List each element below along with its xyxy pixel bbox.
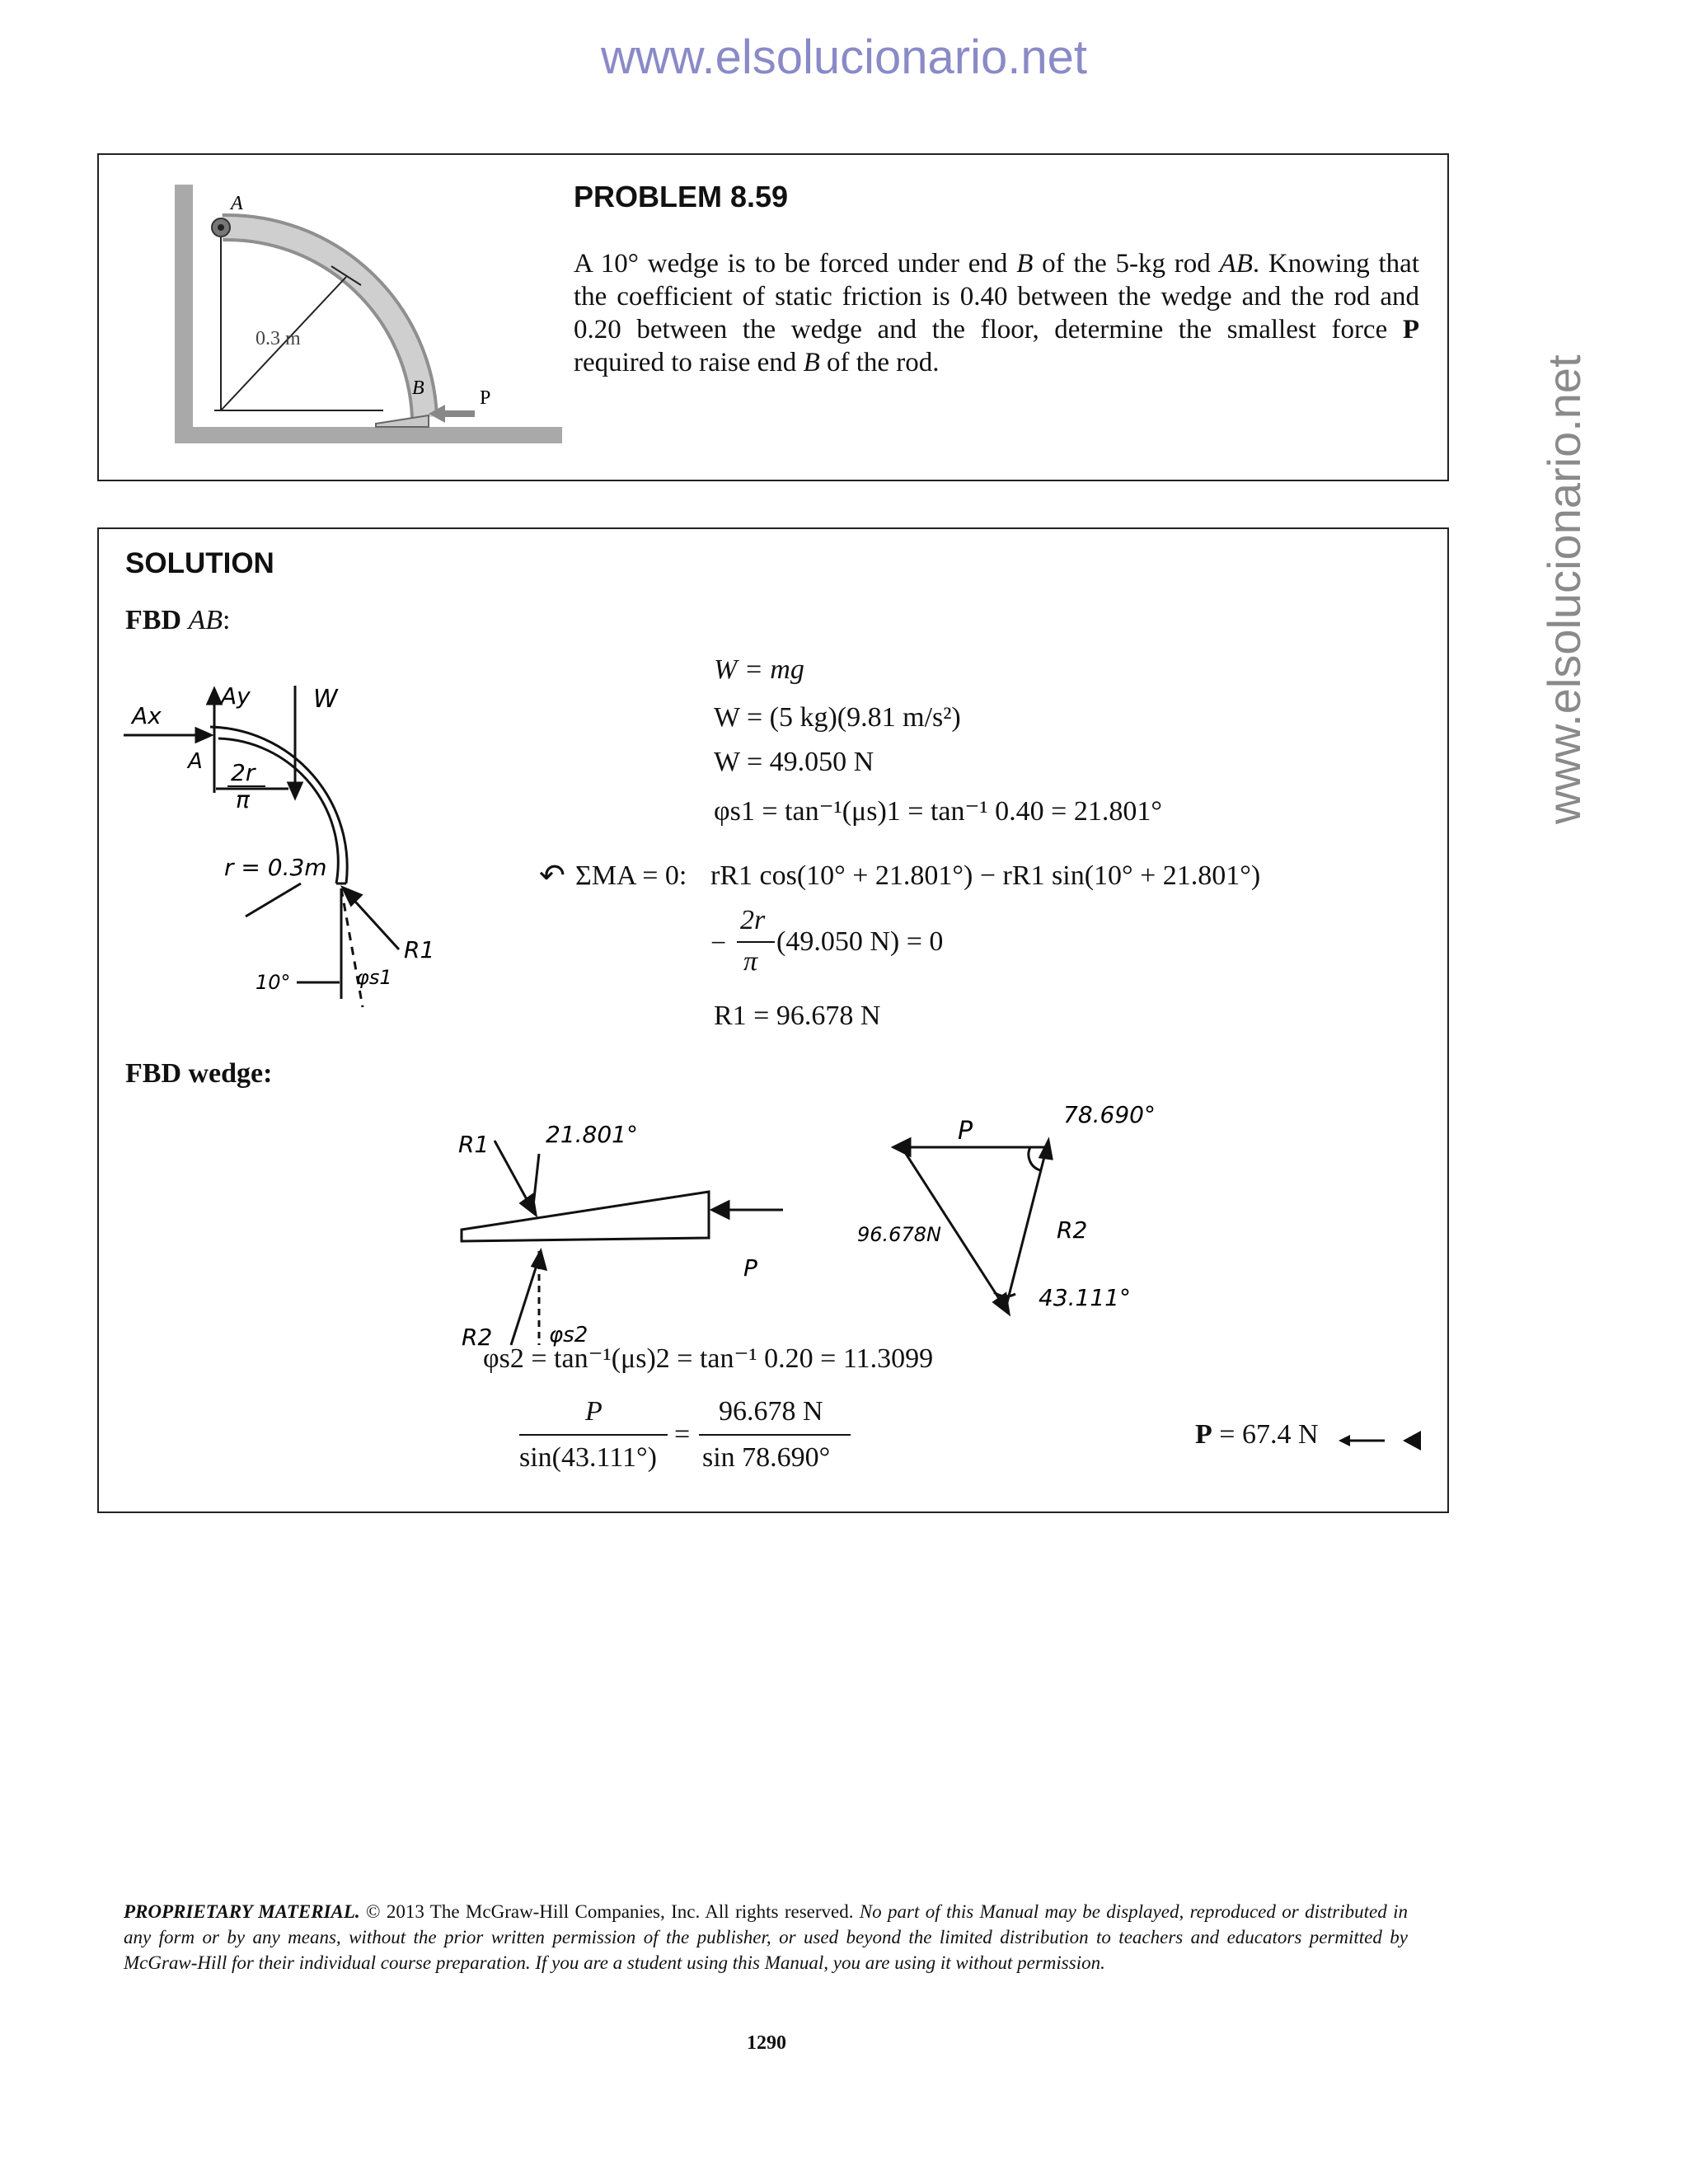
eq-6-minus: − (710, 928, 727, 958)
eq-6-num: 2r (740, 905, 766, 935)
problem-text-seg: required to raise end (574, 348, 804, 377)
moment-icon: ↶ (539, 857, 565, 893)
fbd-ab-ax: Ax (132, 702, 162, 729)
answer-bold: P (1195, 1419, 1212, 1450)
problem-text-seg: AB (1219, 249, 1253, 279)
eq-4: φs1 = tan⁻¹(μs)1 = tan⁻¹ 0.40 = 21.801° (714, 796, 1162, 827)
fbd-ab-ay: Ay (221, 682, 251, 710)
fig-label-a: A (231, 193, 243, 214)
eq-9-bar-right (699, 1434, 851, 1436)
problem-text-seg: B (803, 348, 820, 377)
triangle-angle-bottom: 43.111° (1039, 1284, 1131, 1311)
eq-9-num-right: 96.678 N (719, 1396, 823, 1427)
eq-6-den: π (743, 946, 758, 977)
fig-label-b: B (412, 377, 424, 399)
problem-text-seg: P (1402, 315, 1419, 344)
problem-text-seg: B (1016, 249, 1034, 279)
wedge-p: P (743, 1254, 757, 1282)
triangle-side-left: 96.678N (857, 1223, 941, 1246)
problem-title: PROBLEM 8.59 (574, 180, 789, 213)
eq-6-bar (737, 941, 775, 943)
eq-8: φs2 = tan⁻¹(μs)2 = tan⁻¹ 0.20 = 11.3099 (483, 1343, 934, 1374)
eq-6-rest: (49.050 N) = 0 (776, 926, 944, 957)
triangle-r2: R2 (1057, 1216, 1088, 1244)
problem-figure (99, 155, 610, 483)
watermark-top: www.elsolucionario.net (601, 30, 1087, 84)
solution-title: SOLUTION (125, 547, 274, 579)
eq-3: W = 49.050 N (714, 747, 874, 777)
wedge-angle1: 21.801° (546, 1121, 638, 1148)
fbd-ab-colon: : (223, 605, 231, 635)
fbd-ab-bold: FBD (125, 605, 181, 635)
problem-text-seg: A 10° wedge is to be forced under end (574, 249, 1017, 279)
footer-rest: No part of this Manual may be displayed, reproduced or distributed in any form or by any means, without the prior written permission of the publisher, or used beyond the limited distribution to teachers and educators permitted by McGraw-Hill for their individual course preparation. If you are a student using this Manual, you are using it without permission. (124, 1901, 1408, 1973)
eq-9-den-left: sin(43.111°) (519, 1442, 657, 1473)
fbd-ab-r1: R1 (404, 936, 435, 963)
fbd-wedge-heading: FBD wedge: (125, 1058, 273, 1089)
fbd-ab-frac-den: π (236, 786, 250, 813)
eq-9-den-right: sin 78.690° (702, 1442, 831, 1473)
fbd-ab-italic: AB (188, 605, 223, 635)
eq-9-bar-left (519, 1434, 668, 1436)
fbd-ab-angle: 10° (256, 971, 291, 994)
fbd-ab-phi: φs1 (356, 966, 392, 989)
eq-5-left: ΣMA = 0: (575, 860, 687, 891)
solution-box (97, 527, 1449, 1513)
answer (1195, 1419, 1319, 1451)
wedge-r1: R1 (458, 1131, 490, 1158)
footer-notice (124, 1899, 1408, 1975)
fbd-ab-frac-num: 2r (231, 759, 256, 786)
problem-text-seg: . Knowing that the coefficient of static friction is 0.40 between the wedge and the rod and 0.20 between the wedge and the floor, determine the smallest force (574, 249, 1419, 344)
fbd-ab-r: r = 0.3m (224, 854, 327, 881)
problem-text-seg: of the rod. (819, 348, 940, 377)
fbd-ab-figure (124, 677, 585, 1024)
answer-value: = 67.4 N (1212, 1419, 1319, 1450)
triangle-angle-top: 78.690° (1063, 1101, 1156, 1128)
problem-text (574, 247, 1419, 379)
answer-arrow-icon (1335, 1426, 1434, 1455)
fbd-ab-a: A (188, 749, 203, 774)
eq-9-num-left: P (585, 1396, 603, 1427)
eq-2: W = (5 kg)(9.81 m/s²) (714, 702, 961, 733)
triangle-p: P (958, 1117, 973, 1146)
fbd-ab-heading (125, 605, 231, 636)
fig-label-p: P (480, 387, 491, 409)
footer-lead: PROPRIETARY MATERIAL. (124, 1901, 360, 1922)
fig-label-radius: 0.3 m (256, 328, 301, 349)
eq-9-equals: = (674, 1419, 691, 1450)
page-number: 1290 (747, 2032, 786, 2054)
watermark-side: www.elsolucionario.net (1538, 354, 1590, 824)
fbd-ab-w: W (313, 685, 338, 714)
problem-text-seg: of the 5-kg rod (1033, 249, 1220, 279)
wedge-phi2: φs2 (549, 1323, 588, 1347)
wedge-r2: R2 (462, 1324, 493, 1351)
eq-5-right: rR1 cos(10° + 21.801°) − rR1 sin(10° + 21.801°) (710, 860, 1261, 891)
footer-copyright: © 2013 The McGraw-Hill Companies, Inc. All rights reserved. (359, 1901, 860, 1922)
eq-1: W = mg (714, 654, 804, 685)
force-triangle-figure (750, 1098, 1212, 1345)
eq-7: R1 = 96.678 N (714, 1001, 881, 1031)
problem-box (97, 153, 1449, 481)
fbd-wedge-figure (453, 1106, 799, 1378)
